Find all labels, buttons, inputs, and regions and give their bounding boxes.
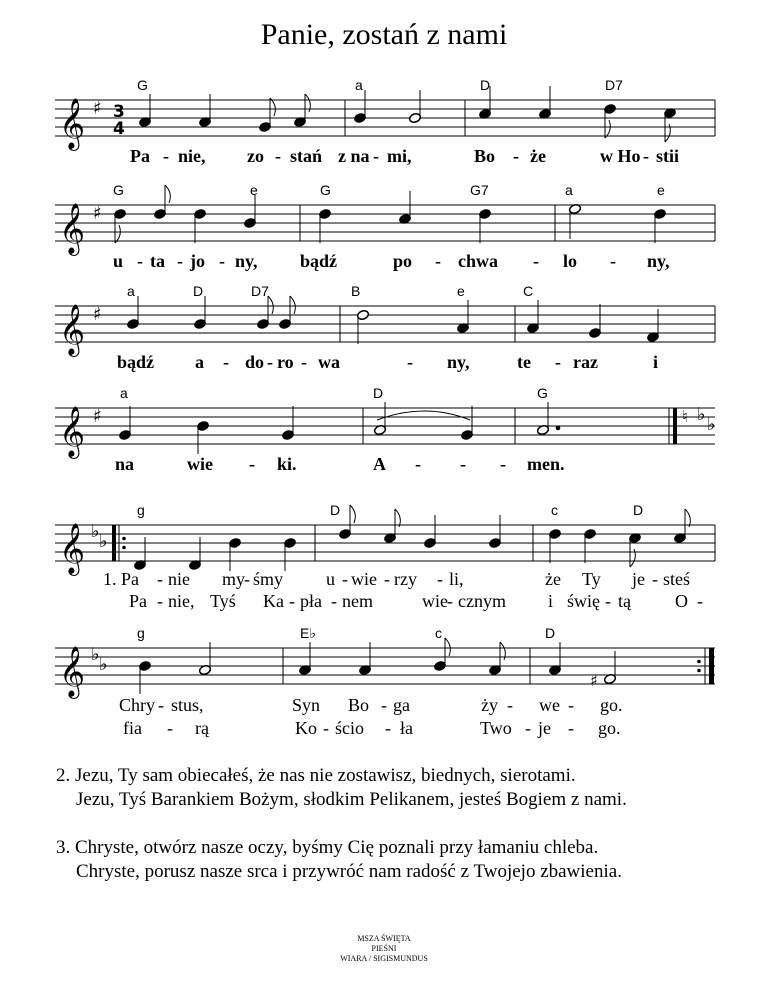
lyric: -: [177, 251, 183, 271]
verse-3: [56, 836, 627, 884]
lyric: -: [407, 352, 413, 372]
chord: a: [127, 283, 135, 299]
lyric: Chry: [119, 695, 155, 715]
lyric: pła: [300, 591, 322, 611]
lyric: my: [222, 569, 246, 589]
lyric: -: [301, 352, 307, 372]
lyric: nie: [168, 569, 190, 589]
chord: G: [537, 385, 548, 401]
lyric: ny,: [647, 251, 670, 271]
chord: C: [523, 283, 534, 299]
lyric: O: [675, 591, 688, 611]
system-6: [55, 625, 715, 738]
lyric: li,: [449, 569, 464, 589]
lyric: a: [195, 352, 204, 372]
lyric: -: [435, 251, 441, 271]
lyric: -: [697, 591, 703, 611]
flat-icon: ♭: [697, 404, 706, 425]
lyric: bądź: [300, 251, 338, 271]
lyric: -: [275, 146, 281, 166]
lyric: -: [555, 352, 561, 372]
footer: [0, 934, 768, 964]
lyric: lo: [563, 251, 578, 271]
chord: a: [565, 182, 573, 198]
lyric: -: [167, 718, 173, 738]
lyric: -: [513, 146, 519, 166]
lyric: -: [223, 352, 229, 372]
lyric: -: [652, 569, 658, 589]
lyric: wie: [422, 591, 448, 611]
chord: D: [633, 502, 644, 518]
lyric: te: [517, 352, 531, 372]
lyric: mi,: [387, 146, 412, 166]
verse-line: Jezu, Tyś Barankiem Bożym, słodkim Pelikanem, jesteś Bogiem z nami.: [76, 789, 627, 810]
lyric: je: [632, 569, 645, 589]
lyric: -: [289, 591, 295, 611]
lyric: -: [643, 146, 649, 166]
lyric: A: [373, 454, 386, 474]
verse-line: Chryste, porusz nasze srca i przywróć nam radość z Twojejo zbawienia.: [76, 861, 622, 882]
lyric: stus,: [171, 695, 204, 715]
chord: c: [435, 625, 442, 641]
system-3: [55, 283, 715, 372]
lyric: je: [538, 718, 551, 738]
time-sig-bottom: 4: [113, 119, 125, 139]
lyric: ta: [150, 251, 165, 271]
lyric: ga: [393, 695, 410, 715]
lyric: Ko: [295, 718, 317, 738]
lyric: -: [568, 718, 574, 738]
lyric: -: [157, 591, 163, 611]
flat-icon: ♭: [99, 654, 108, 675]
lyric: Syn: [292, 695, 321, 715]
verse-line: 3. Chryste, otwórz nasze oczy, byśmy Cię poznali przy łamaniu chleba.: [56, 837, 599, 858]
chord: G: [137, 77, 148, 93]
lyric: -: [500, 454, 506, 474]
treble-clef-icon: 𝄞: [59, 406, 86, 457]
chord: D: [545, 625, 556, 641]
treble-clef-icon: 𝄞: [59, 523, 86, 574]
chord: D: [330, 502, 341, 518]
footer-line: PIEŚNI: [371, 944, 397, 953]
natural-icon: ♮: [682, 407, 688, 426]
sharp-icon: ♯: [93, 203, 102, 224]
lyric: -: [137, 251, 143, 271]
flat-icon: ♭: [91, 521, 100, 542]
sharp-icon: ♯: [93, 98, 102, 119]
lyric: -: [605, 591, 611, 611]
lyric: że: [545, 569, 561, 589]
lyric: Ka: [263, 591, 284, 611]
lyric: nem: [342, 591, 373, 611]
footer-line: MSZA ŚWIĘTA: [357, 934, 411, 943]
lyric: do: [245, 352, 265, 372]
lyric: steś: [663, 569, 690, 589]
system-2: [55, 182, 715, 271]
sharp-icon: ♯: [590, 671, 598, 690]
lyric: Ty: [582, 569, 601, 589]
lyric: wie: [187, 454, 213, 474]
lyric: u: [326, 569, 335, 589]
lyric: -: [568, 695, 574, 715]
lyric: fia: [123, 718, 142, 738]
chord: D7: [605, 77, 623, 93]
treble-clef-icon: 𝄞: [59, 203, 86, 254]
chord: E♭: [300, 625, 316, 641]
lyric: -: [219, 251, 225, 271]
flat-icon: ♭: [91, 644, 100, 665]
lyric: wie: [351, 569, 377, 589]
chord: D: [480, 77, 491, 93]
lyric: Two: [480, 718, 512, 738]
flat-icon: ♭: [99, 531, 108, 552]
lyric: i: [548, 591, 554, 611]
lyric: -: [533, 251, 539, 271]
chord: e: [250, 182, 258, 198]
lyric: -: [244, 569, 250, 589]
lyric: rą: [195, 718, 209, 738]
lyric: bądź: [117, 352, 155, 372]
lyric: rzy: [394, 569, 417, 589]
system-4: [55, 385, 716, 474]
lyric: we: [539, 695, 560, 715]
lyric: na: [115, 454, 135, 474]
lyric: Bo: [348, 695, 370, 715]
chord: g: [137, 502, 145, 518]
verses: [56, 764, 627, 908]
lyric: ży: [481, 695, 498, 715]
lyric: raz: [573, 352, 598, 372]
chord: G: [320, 182, 331, 198]
chord: g: [137, 625, 145, 641]
lyric: że: [530, 146, 546, 166]
lyric: -: [385, 718, 391, 738]
verse-2: [56, 764, 627, 812]
footer-line: WIARA / SIGISMUNDUS: [340, 954, 428, 963]
lyric: -: [437, 569, 443, 589]
song-title: Panie, zostań z nami: [260, 18, 508, 51]
treble-clef-icon: 𝄞: [59, 98, 86, 149]
lyric: cznym: [458, 591, 506, 611]
lyric: wa: [318, 352, 340, 372]
flat-icon: ♭: [707, 414, 716, 435]
system-1: [55, 77, 715, 166]
chord: a: [355, 77, 363, 93]
lyric: men.: [527, 454, 565, 474]
lyric: Pa: [130, 146, 150, 166]
lyric: jo: [190, 251, 205, 271]
lyric: Pa: [129, 591, 147, 611]
lyric: stań: [290, 146, 323, 166]
lyric: tą: [618, 591, 631, 611]
lyric: ścio: [335, 718, 364, 738]
lyric: -: [381, 695, 387, 715]
chord: a: [120, 385, 128, 401]
sharp-icon: ♯: [93, 406, 102, 427]
sharp-icon: ♯: [93, 304, 102, 325]
lyric: świę: [567, 591, 600, 611]
chord: c: [551, 502, 558, 518]
chord: D: [373, 385, 384, 401]
lyric: z na: [338, 146, 370, 166]
lyric: 1. Pa: [103, 569, 139, 589]
treble-clef-icon: 𝄞: [59, 646, 86, 697]
lyric: -: [331, 591, 337, 611]
lyric: -: [447, 591, 453, 611]
lyric: nie,: [168, 591, 195, 611]
lyric: ny,: [447, 352, 470, 372]
lyric: Bo: [474, 146, 496, 166]
lyric: i: [653, 352, 659, 372]
lyric: -: [415, 454, 421, 474]
chord: e: [457, 283, 465, 299]
lyric: nie,: [178, 146, 206, 166]
chord: G7: [470, 182, 489, 198]
chord: G: [113, 182, 124, 198]
lyric: -: [384, 569, 390, 589]
lyric: zo: [247, 146, 264, 166]
lyric: go.: [600, 695, 623, 715]
lyric: -: [507, 695, 513, 715]
lyric: w Ho: [600, 146, 641, 166]
lyric: -: [158, 695, 164, 715]
chord: D7: [251, 283, 269, 299]
lyric: chwa: [458, 251, 498, 271]
lyric: -: [342, 569, 348, 589]
lyric: go.: [598, 718, 621, 738]
lyric: -: [157, 569, 163, 589]
lyric: ła: [400, 718, 413, 738]
lyric: śmy: [253, 569, 284, 589]
lyric: ki.: [277, 454, 297, 474]
treble-clef-icon: 𝄞: [59, 304, 86, 355]
lyric: -: [460, 454, 466, 474]
lyric: -: [373, 146, 379, 166]
lyric: ro: [277, 352, 294, 372]
lyric: -: [267, 352, 273, 372]
chord: B: [351, 283, 361, 299]
chord: e: [657, 182, 665, 198]
chord: D: [193, 283, 204, 299]
lyric: stii: [656, 146, 680, 166]
lyric: -: [525, 718, 531, 738]
time-sig-top: 3: [113, 102, 125, 122]
lyric: ny,: [235, 251, 258, 271]
lyric: -: [323, 718, 329, 738]
lyric: po: [393, 251, 413, 271]
lyric: -: [610, 251, 616, 271]
lyric: u: [113, 251, 124, 271]
lyric: -: [249, 454, 255, 474]
lyric: -: [163, 146, 169, 166]
system-5: [55, 502, 715, 611]
lyric: Tyś: [210, 591, 236, 611]
verse-line: 2. Jezu, Ty sam obiecałeś, że nas nie zostawisz, biednych, sierotami.: [56, 765, 576, 786]
